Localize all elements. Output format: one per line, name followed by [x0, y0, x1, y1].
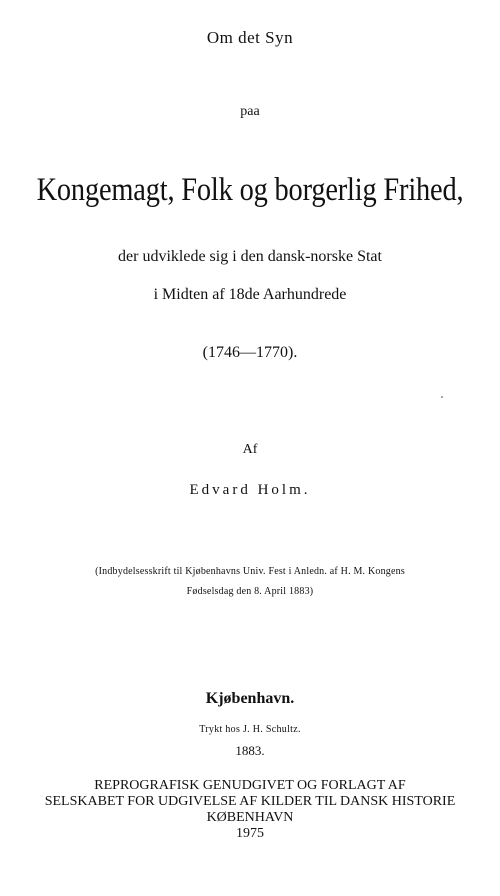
- year-range: (1746—1770).: [202, 344, 298, 361]
- reprint-line-3: KØBENHAVN: [206, 810, 294, 825]
- reprint-line-1: REPROGRAFISK GENUDGIVET OG FORLAGT AF: [94, 778, 406, 793]
- paper-speck: [441, 396, 443, 398]
- author-name: Edvard Holm.: [189, 482, 311, 498]
- publication-year: 1883.: [235, 743, 265, 758]
- by-label: Af: [242, 442, 258, 457]
- heading-paa: paa: [240, 104, 260, 119]
- occasion-note-line-2: Fødselsdag den 8. April 1883): [186, 586, 314, 597]
- occasion-note-line-1: (Indbydelsesskrift til Kjøbenhavns Univ. Fest i Anledn. af H. M. Kongens: [95, 566, 405, 577]
- subtitle-line-1: der udviklede sig i den dansk-norske Stat: [118, 248, 382, 265]
- main-title: Kongemagt, Folk og borgerlig Frihed,: [36, 172, 464, 208]
- heading-top: Om det Syn: [206, 28, 294, 47]
- subtitle-line-2: i Midten af 18de Aarhundrede: [153, 286, 347, 303]
- printer-line: Trykt hos J. H. Schultz.: [199, 724, 301, 735]
- publication-place: Kjøbenhavn.: [205, 690, 295, 707]
- reprint-line-4: 1975: [236, 826, 264, 841]
- reprint-line-2: SELSKABET FOR UDGIVELSE AF KILDER TIL DANSK HISTORIE: [44, 794, 456, 809]
